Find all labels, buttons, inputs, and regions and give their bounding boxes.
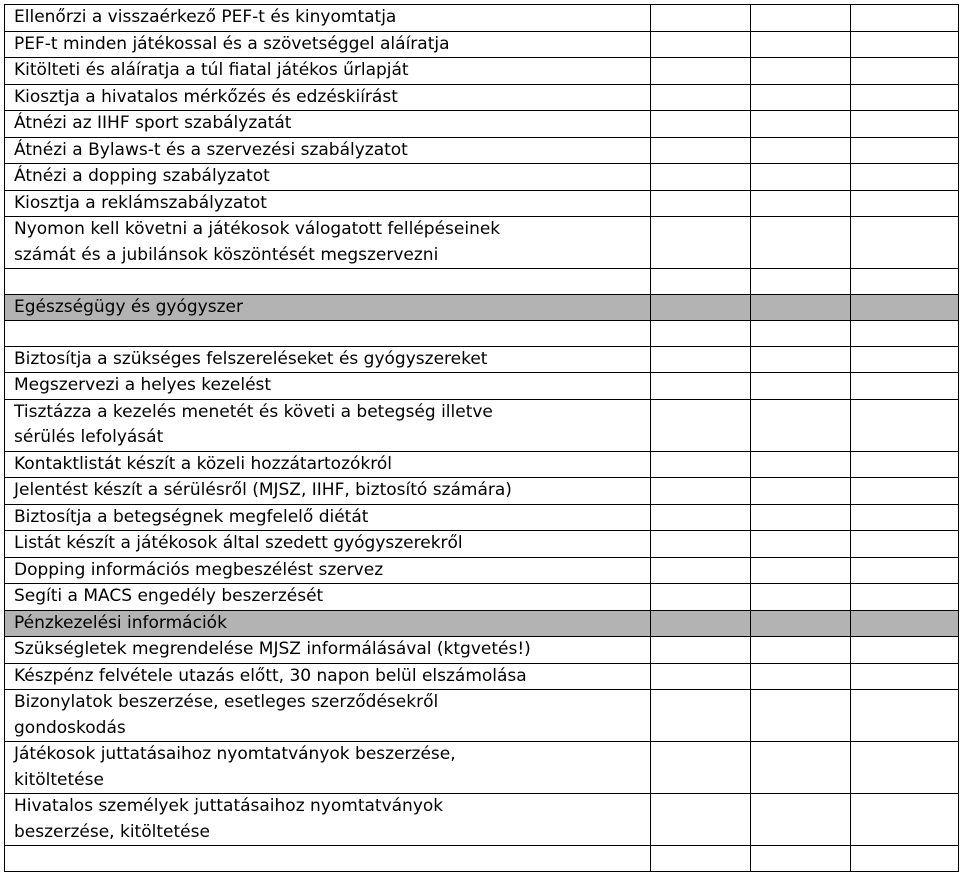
check-cell-3 <box>851 84 959 111</box>
check-cell-1 <box>651 31 751 58</box>
check-cell-2 <box>751 663 851 690</box>
task-text-cell <box>5 794 651 846</box>
task-text-cell <box>5 637 651 664</box>
task-row <box>5 321 959 347</box>
task-row <box>5 690 959 742</box>
task-row <box>5 58 959 85</box>
check-cell-2 <box>751 269 851 295</box>
check-cell-1 <box>651 294 751 321</box>
task-row <box>5 269 959 295</box>
section-title-cell <box>5 294 651 321</box>
task-text-cell <box>5 58 651 85</box>
check-cell-3 <box>851 637 959 664</box>
check-cell-1 <box>651 346 751 373</box>
task-row <box>5 346 959 373</box>
check-cell-3 <box>851 373 959 400</box>
check-cell-3 <box>851 610 959 637</box>
check-cell-3 <box>851 690 959 742</box>
task-text-cell <box>5 504 651 531</box>
task-text: Készpénz felvétele utazás előtt, 30 napon belül elszámolása <box>14 665 527 686</box>
task-text-cell <box>5 84 651 111</box>
task-text-cell <box>5 399 651 451</box>
section-title: Pénzkezelési információk <box>14 612 227 633</box>
task-row <box>5 478 959 505</box>
task-text-cell <box>5 269 651 295</box>
task-text-cell <box>5 663 651 690</box>
task-text: Listát készít a játékosok által szedett gyógyszerekről <box>14 533 463 553</box>
check-cell-2 <box>751 321 851 347</box>
check-cell-1 <box>651 137 751 164</box>
check-cell-2 <box>751 84 851 111</box>
check-cell-2 <box>751 31 851 58</box>
check-cell-1 <box>651 84 751 111</box>
check-cell-2 <box>751 690 851 742</box>
task-row <box>5 504 959 531</box>
check-cell-3 <box>851 321 959 347</box>
check-cell-3 <box>851 137 959 164</box>
check-cell-2 <box>751 504 851 531</box>
task-text: Biztosítja a betegségnek megfelelő diétát <box>14 506 369 527</box>
check-cell-3 <box>851 451 959 478</box>
check-cell-2 <box>751 5 851 32</box>
task-text-cell <box>5 164 651 191</box>
task-text: Átnézi az IIHF sport szabályzatát <box>14 113 292 133</box>
check-cell-1 <box>651 742 751 794</box>
task-row <box>5 217 959 269</box>
task-row <box>5 584 959 611</box>
task-text: Tisztázza a kezelés menetét és követi a betegség illetve sérülés lefolyását <box>14 401 493 447</box>
task-text: Átnézi a Bylaws-t és a szervezési szabályzatot <box>14 139 408 160</box>
check-cell-3 <box>851 5 959 32</box>
task-row <box>5 190 959 217</box>
task-text: Játékosok juttatásaihoz nyomtatványok beszerzése, kitöltetése <box>14 744 456 790</box>
check-cell-3 <box>851 663 959 690</box>
check-cell-2 <box>751 111 851 138</box>
task-text: Átnézi a dopping szabályzatot <box>14 166 270 186</box>
task-text-cell <box>5 346 651 373</box>
check-cell-2 <box>751 637 851 664</box>
task-row <box>5 846 959 872</box>
task-text: Kontaktlistát készít a közeli hozzátartozókról <box>14 453 392 474</box>
check-cell-2 <box>751 794 851 846</box>
task-text: Kiosztja a reklámszabályzatot <box>14 192 267 213</box>
check-cell-2 <box>751 451 851 478</box>
section-title-cell <box>5 610 651 637</box>
check-cell-1 <box>651 846 751 872</box>
task-text: PEF-t minden játékossal és a szövetséggel aláíratja <box>14 33 450 54</box>
check-cell-3 <box>851 478 959 505</box>
task-text-cell <box>5 531 651 558</box>
check-cell-1 <box>651 269 751 295</box>
check-cell-1 <box>651 164 751 191</box>
check-cell-2 <box>751 531 851 558</box>
task-text-cell <box>5 111 651 138</box>
check-cell-2 <box>751 584 851 611</box>
check-cell-2 <box>751 373 851 400</box>
task-text: Ellenőrzi a visszaérkező PEF-t és kinyomtatja <box>14 7 397 27</box>
check-cell-2 <box>751 742 851 794</box>
check-cell-3 <box>851 504 959 531</box>
task-text: Biztosítja a szükséges felszereléseket és gyógyszereket <box>14 348 488 369</box>
task-text-cell <box>5 557 651 584</box>
check-cell-3 <box>851 294 959 321</box>
check-cell-1 <box>651 217 751 269</box>
check-cell-1 <box>651 478 751 505</box>
check-cell-1 <box>651 321 751 347</box>
task-text: Segíti a MACS engedély beszerzését <box>14 586 324 606</box>
task-text-cell <box>5 31 651 58</box>
check-cell-2 <box>751 478 851 505</box>
check-cell-1 <box>651 451 751 478</box>
check-cell-1 <box>651 637 751 664</box>
check-cell-3 <box>851 111 959 138</box>
task-row <box>5 373 959 400</box>
task-row <box>5 137 959 164</box>
check-cell-3 <box>851 531 959 558</box>
task-text: Kitölteti és aláíratja a túl fiatal játékos űrlapját <box>14 60 409 80</box>
check-cell-2 <box>751 346 851 373</box>
check-cell-1 <box>651 5 751 32</box>
check-cell-2 <box>751 58 851 85</box>
check-cell-1 <box>651 58 751 85</box>
section-title: Egészségügy és gyógyszer <box>14 296 243 317</box>
check-cell-3 <box>851 217 959 269</box>
check-cell-3 <box>851 346 959 373</box>
check-cell-2 <box>751 137 851 164</box>
check-cell-2 <box>751 399 851 451</box>
check-cell-3 <box>851 399 959 451</box>
check-cell-3 <box>851 846 959 872</box>
check-cell-1 <box>651 690 751 742</box>
check-cell-3 <box>851 164 959 191</box>
task-text: Jelentést készít a sérülésről (MJSZ, IIHF, biztosító számára) <box>14 480 512 500</box>
check-cell-3 <box>851 31 959 58</box>
check-cell-3 <box>851 794 959 846</box>
task-row <box>5 164 959 191</box>
task-text-cell <box>5 584 651 611</box>
task-text-cell <box>5 742 651 794</box>
task-row <box>5 557 959 584</box>
task-row <box>5 84 959 111</box>
check-cell-2 <box>751 610 851 637</box>
task-row <box>5 531 959 558</box>
check-cell-2 <box>751 190 851 217</box>
check-cell-1 <box>651 584 751 611</box>
task-text-cell <box>5 373 651 400</box>
check-cell-1 <box>651 111 751 138</box>
check-cell-3 <box>851 584 959 611</box>
check-cell-1 <box>651 557 751 584</box>
check-cell-2 <box>751 217 851 269</box>
checklist-table <box>4 4 959 872</box>
check-cell-3 <box>851 557 959 584</box>
task-text-cell <box>5 478 651 505</box>
task-row <box>5 31 959 58</box>
check-cell-3 <box>851 742 959 794</box>
check-cell-1 <box>651 663 751 690</box>
checklist-body <box>5 5 959 872</box>
task-text-cell <box>5 217 651 269</box>
task-text: Nyomon kell követni a játékosok válogatott fellépéseinek számát és a jubilánsok köszöntését megszervezni <box>14 219 501 265</box>
check-cell-3 <box>851 269 959 295</box>
task-text-cell <box>5 190 651 217</box>
task-text-cell <box>5 451 651 478</box>
task-row <box>5 111 959 138</box>
task-text: Dopping információs megbeszélést szervez <box>14 559 384 580</box>
task-row <box>5 794 959 846</box>
task-row <box>5 399 959 451</box>
task-text: Hivatalos személyek juttatásaihoz nyomtatványok beszerzése, kitöltetése <box>14 796 444 842</box>
check-cell-1 <box>651 190 751 217</box>
task-row <box>5 742 959 794</box>
task-text-cell <box>5 137 651 164</box>
section-header-row <box>5 610 959 637</box>
check-cell-1 <box>651 610 751 637</box>
task-text-cell <box>5 5 651 32</box>
task-text-cell <box>5 321 651 347</box>
task-row <box>5 5 959 32</box>
section-header-row <box>5 294 959 321</box>
check-cell-3 <box>851 190 959 217</box>
check-cell-2 <box>751 294 851 321</box>
task-text-cell <box>5 846 651 872</box>
task-text-cell <box>5 690 651 742</box>
check-cell-1 <box>651 399 751 451</box>
task-row <box>5 451 959 478</box>
check-cell-1 <box>651 504 751 531</box>
task-text: Kiosztja a hivatalos mérkőzés és edzéskiírást <box>14 86 398 107</box>
task-text: Bizonylatok beszerzése, esetleges szerződésekről gondoskodás <box>14 692 439 738</box>
check-cell-2 <box>751 846 851 872</box>
check-cell-1 <box>651 531 751 558</box>
task-text: Megszervezi a helyes kezelést <box>14 375 272 395</box>
check-cell-2 <box>751 164 851 191</box>
check-cell-2 <box>751 557 851 584</box>
check-cell-1 <box>651 794 751 846</box>
check-cell-1 <box>651 373 751 400</box>
task-row <box>5 663 959 690</box>
task-row <box>5 637 959 664</box>
check-cell-3 <box>851 58 959 85</box>
task-text: Szükségletek megrendelése MJSZ informálásával (ktgvetés!) <box>14 639 531 659</box>
